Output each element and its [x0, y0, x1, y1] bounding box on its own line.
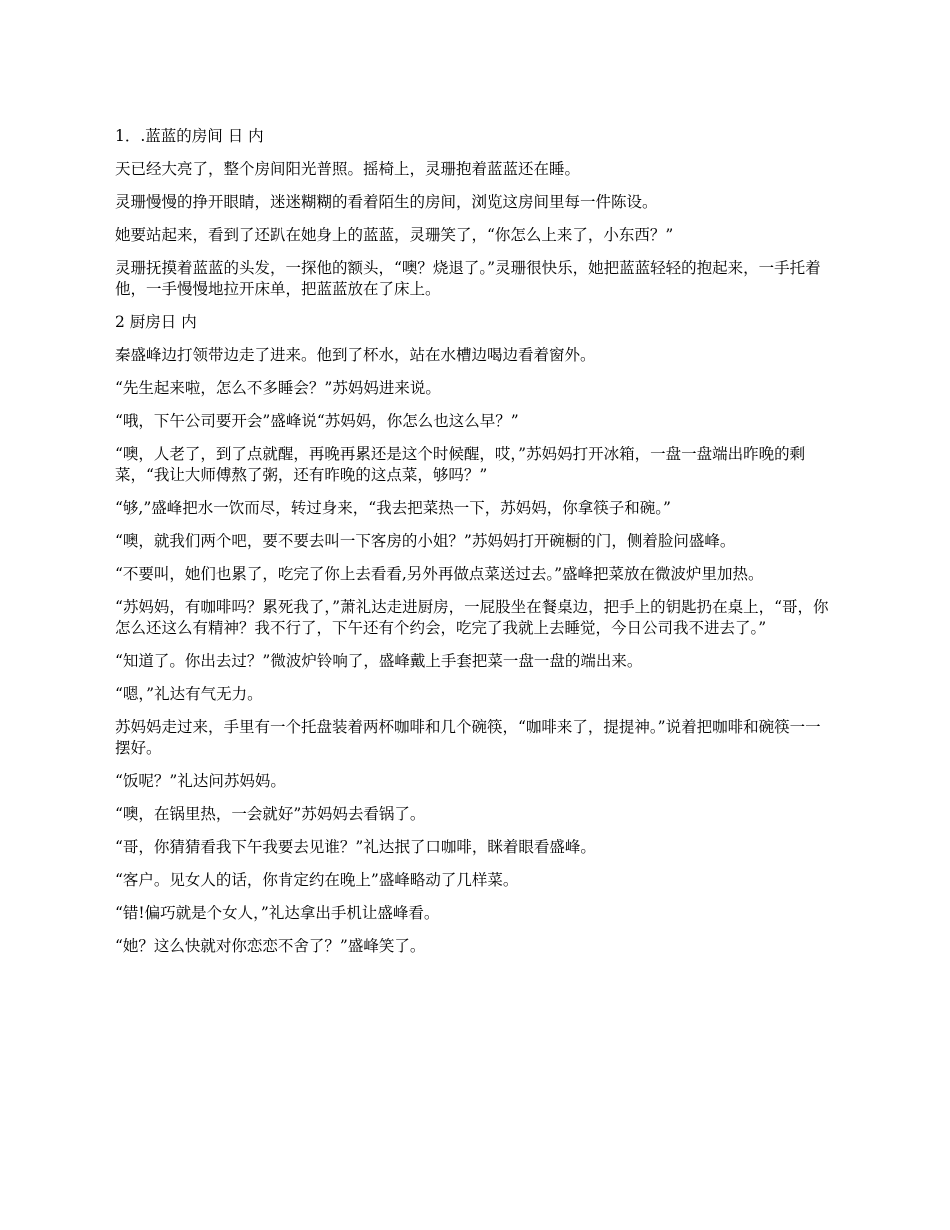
scene-heading: 2 厨房日 内	[115, 313, 197, 331]
paragraph: 灵珊抚摸着蓝蓝的头发，一探他的额头，“噢？烧退了。”灵珊很快乐，她把蓝蓝轻轻的抱起来，一手托着他，一手慢慢地拉开床单，把蓝蓝放在了床上。	[115, 259, 821, 298]
paragraph: 灵珊慢慢的挣开眼睛，迷迷糊糊的看着陌生的房间，浏览这房间里每一件陈设。	[115, 193, 658, 211]
paragraph: 秦盛峰边打领带边走了进来。他到了杯水，站在水槽边喝边看着窗外。	[115, 346, 596, 364]
paragraph: “知道了。你出去过？”微波炉铃响了，盛峰戴上手套把菜一盘一盘的端出来。	[115, 652, 643, 670]
paragraph: “哥，你猜猜看我下午我要去见谁？”礼达抿了口咖啡，眯着眼看盛峰。	[115, 838, 596, 856]
paragraph: “噢，就我们两个吧，要不要去叫一下客房的小姐？”苏妈妈打开碗橱的门，侧着脸问盛峰。	[115, 532, 736, 550]
paragraph: “客户。见女人的话，你肯定约在晚上”盛峰略动了几样菜。	[115, 871, 519, 889]
paragraph: “饭呢？”礼达问苏妈妈。	[115, 772, 286, 790]
paragraph: 苏妈妈走过来，手里有一个托盘装着两杯咖啡和几个碗筷，“咖啡来了，提提神。”说着把咖啡和碗筷一一摆好。	[115, 718, 821, 757]
paragraph: “哦，下午公司要开会”盛峰说“苏妈妈，你怎么也这么早？”	[115, 412, 519, 430]
paragraph: “错!偏巧就是个女人，”礼达拿出手机让盛峰看。	[115, 904, 440, 922]
paragraph: “先生起来啦，怎么不多睡会？”苏妈妈进来说。	[115, 379, 441, 397]
paragraph: “嗯，”礼达有气无力。	[115, 685, 263, 703]
paragraph: “苏妈妈，有咖啡吗？累死我了，”萧礼达走进厨房，一屁股坐在餐桌边，把手上的钥匙扔在桌上，“哥，你怎么还这么有精神？我不行了，下午还有个约会，吃完了我就上去睡觉，今日公司我不进去了。”	[115, 598, 829, 637]
document-page	[115, 126, 835, 969]
paragraph: “不要叫，她们也累了，吃完了你上去看看,另外再做点菜送过去。”盛峰把菜放在微波炉里加热。	[115, 565, 764, 583]
paragraph: “够,”盛峰把水一饮而尽，转过身来，“我去把菜热一下，苏妈妈，你拿筷子和碗。”	[115, 499, 671, 517]
paragraph: 她要站起来，看到了还趴在她身上的蓝蓝，灵珊笑了，“你怎么上来了，小东西？”	[115, 226, 674, 244]
paragraph: “噢，在锅里热，一会就好”苏妈妈去看锅了。	[115, 805, 426, 823]
paragraph: 天已经大亮了，整个房间阳光普照。摇椅上，灵珊抱着蓝蓝还在睡。	[115, 160, 581, 178]
paragraph: “噢，人老了，到了点就醒，再晚再累还是这个时候醒，哎，”苏妈妈打开冰箱，一盘一盘端出昨晚的剩菜，“我让大师傅熬了粥，还有昨晚的这点菜，够吗？”	[115, 445, 806, 484]
paragraph: “她？这么快就对你恋恋不舍了？”盛峰笑了。	[115, 937, 426, 955]
scene-heading: 1．.蓝蓝的房间 日 内	[115, 127, 264, 145]
